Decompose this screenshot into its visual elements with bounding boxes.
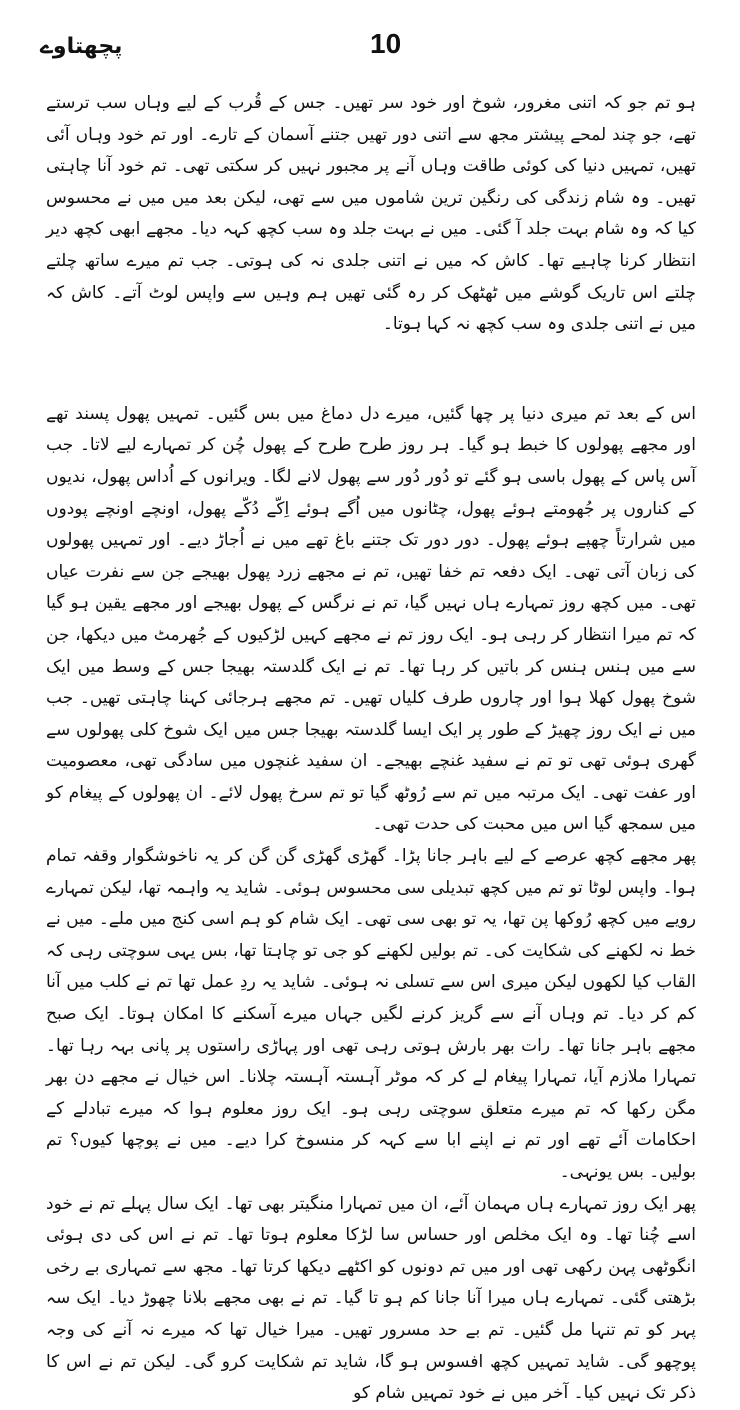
paragraph: پھر مجھے کچھ عرصے کے لیے باہر جانا پڑا۔ گھڑی گھڑی گن گن کر یہ ناخوشگوار وقفہ تمام ہوا۔ واپس لوٹا تو تم میں کچھ تبدیلی سی محسوس ہوئی۔ شاید یہ واہمہ تھا، لیکن تمہارے رویے میں کچھ رُوکھا پن تھا، یہ تو بھی سی تھی۔ ایک شام کو ہم اسی کنج میں ملے۔ میں نے خط نہ لکھنے کی شکایت کی۔ تم بولیں لکھنے کو جی تو چاہتا تھا، بس یہی سوچتی رہی کہ القاب کیا لکھوں لیکن میری اس سے تسلی نہ ہوئی۔ شاید یہ ردِ عمل تھا تم نے کلب میں آنا کم کر دیا۔ تم وہاں آنے سے گریز کرنے لگیں جہاں میرے آسکنے کا امکان ہوتا۔ ایک صبح مجھے باہر جانا تھا۔ رات بھر بارش ہوتی رہی تھی اور پہاڑی راستوں پر پانی بہہ رہا تھا۔ تمہارا ملازم آیا، تمہارا پیغام لے کر کہ موٹر آہستہ آہستہ چلانا۔ اس خیال نے مجھے دن بھر مگن رکھا کہ تم میرے متعلق سوچتی رہی ہو۔ ایک روز معلوم ہوا کہ میرے تبادلے کے احکامات آئے تھے اور تم نے اپنے ابا سے کہہ کر منسوخ کرا دیے۔ میں نے پوچھا کیوں؟ تم بولیں۔ بس یونہی۔ <box>46 846 696 1182</box>
paragraph: ہو تم جو کہ اتنی مغرور، شوخ اور خود سر تھیں۔ جس کے قُرب کے لیے وہاں سب ترستے تھے، جو چند لمحے پیشتر مجھ سے اتنی دور تھیں جتنے آسمان کے تارے۔ اور تم خود وہاں آئی تھیں، تمہیں دنیا کی کوئی طاقت وہاں آنے پر مجبور نہیں کر سکتی تھی۔ تم خود آنا چاہتی تھیں۔ وہ شام زندگی کی رنگین ترین شاموں میں سے تھی، لیکن بعد میں میں نے محسوس کیا کہ وہ شام بہت جلد آ گئی۔ میں نے بہت جلد وہ سب کچھ کہہ دیا۔ مجھے ابھی کچھ دیر انتظار کرنا چاہیے تھا۔ کاش کہ میں نے اتنی جلدی نہ کی ہوتی۔ جب تم میرے ساتھ چلتے چلتے اس تاریک گوشے میں ٹھٹھک کر رہ گئی تھیں ہم وہیں سے واپس لوٹ آتے۔ کاش کہ میں نے اتنی جلدی وہ سب کچھ نہ کہا ہوتا۔ <box>46 93 696 335</box>
paragraph: پھر ایک روز تمہارے ہاں مہمان آئے، ان میں تمہارا منگیتر بھی تھا۔ ایک سال پہلے تم نے خود اسے چُنا تھا۔ وہ ایک مخلص اور حساس سا لڑکا معلوم ہوتا تھا۔ تم نے اس کی دی ہوئی انگوٹھی پہن رکھی تھی اور میں تم دونوں کو اکٹھے دیکھا کرتا تھا۔ مجھ سے تمہاری بے رخی بڑھتی گئی۔ تمہارے ہاں میرا آنا جانا کم ہو تا گیا۔ تم نے بھی مجھے بلانا چھوڑ دیا۔ ایک سہ پہر کو تم تنہا مل گئیں۔ تم بے حد مسرور تھیں۔ میرا خیال تھا کہ میرے نہ آنے کی وجہ پوچھو گی۔ شاید تمہیں کچھ افسوس ہو گا، شاید تم شکایت کرو گی۔ لیکن تم نے اس کا ذکر تک نہیں کیا۔ آخر میں نے خود تمہیں شام کو <box>46 1193 696 1404</box>
body-text <box>46 88 696 1410</box>
running-title: پچھتاوے <box>40 34 123 59</box>
running-header <box>40 28 700 78</box>
paragraph: اس کے بعد تم میری دنیا پر چھا گئیں، میرے دل دماغ میں بس گئیں۔ تمہیں پھول پسند تھے اور مجھے پھولوں کا خبط ہو گیا۔ ہر روز طرح طرح کے پھول چُن کر تمہارے لیے لاتا۔ جب آس پاس کے پھول باسی ہو گئے تو دُور دُور سے پھول لانے لگا۔ ویرانوں کے اُداس پھول، ندیوں کے کناروں پر جُھومتے ہوئے پھول، چٹانوں میں اُگے ہوئے اِکّے دُکّے پھول، اونچے اونچے پودوں میں شرارتاً چھپے ہوئے پھول۔ دور دور تک جتنے باغ تھے میں نے اُجاڑ دیے۔ اور تمہیں پھولوں کی زبان آتی تھی۔ ایک دفعہ تم خفا تھیں، تم نے مجھے زرد پھول بھیجے جن سے نفرت عیاں تھی۔ میں کچھ روز تمہارے ہاں نہیں گیا، تم نے نرگس کے پھول بھیجے اور مجھے یقین ہو گیا کہ تم میرا انتظار کر رہی ہو۔ ایک روز تم نے مجھے کہیں لڑکیوں کے جُھرمٹ میں دیکھا، جن سے میں ہنس ہنس کر باتیں کر رہا تھا۔ تم نے ایک گلدستہ بھیجا جس کے وسط میں ایک شوخ پھول کھلا ہوا اور چاروں طرف کلیاں تھیں۔ تم مجھے ہرجائی کہنا چاہتی تھیں۔ جب میں نے ایک روز چھیڑ کے طور پر ایک ایسا گلدستہ بھیجا جس میں ایک شوخ کلی پھولوں سے گھری ہوئی تھی تو تم نے سفید غنچے بھیجے۔ ان سفید غنچوں میں سادگی تھی، معصومیت اور عفت تھی۔ ایک مرتبہ میں تم سے رُوٹھ گیا تو تم سرخ پھول لائے۔ ان پھولوں کے پیغام کو میں سمجھ گیا اس میں محبت کی حدت تھی۔ <box>46 403 696 835</box>
page-number: 10 <box>370 28 402 59</box>
